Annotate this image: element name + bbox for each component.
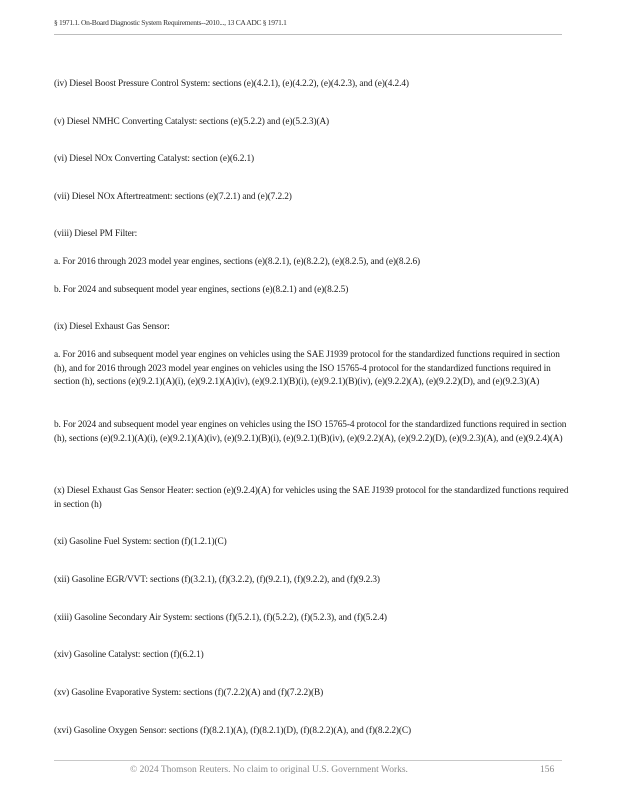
paragraph-ix-exhaust-gas-sensor: (ix) Diesel Exhaust Gas Sensor: [54,322,170,332]
paragraph-viii-b: b. For 2024 and subsequent model year engines, sections (e)(8.2.1) and (e)(8.2.5) [54,285,349,295]
paragraph-xiii-secondary-air: (xiii) Gasoline Secondary Air System: sections (f)(5.2.1), (f)(5.2.2), (f)(5.2.3), and (f)(5.2.4) [54,613,387,623]
paragraph-v-nmhc-catalyst: (v) Diesel NMHC Converting Catalyst: sections (e)(5.2.2) and (e)(5.2.3)(A) [54,117,330,127]
footer-divider [54,760,562,761]
paragraph-xiv-catalyst: (xiv) Gasoline Catalyst: section (f)(6.2.1) [54,650,204,660]
paragraph-xvi-oxygen-sensor: (xvi) Gasoline Oxygen Sensor: sections (f)(8.2.1)(A), (f)(8.2.1)(D), (f)(8.2.2)(A), and (f)(8.2.2)(C) [54,726,412,736]
paragraph-iv-boost-pressure: (iv) Diesel Boost Pressure Control System: sections (e)(4.2.1), (e)(4.2.2), (e)(4.2.3), and (e)(4.2.4) [54,79,409,89]
footer-copyright: © 2024 Thomson Reuters. No claim to original U.S. Government Works. [130,765,408,775]
paragraph-viii-pm-filter: (viii) Diesel PM Filter: [54,229,138,239]
paragraph-ix-b: b. For 2024 and subsequent model year engines on vehicles using the ISO 15765-4 protocol for the standardized functions required in section (h), sections (e)(9.2.1)(A)(i), (e)(9.2.1)(A)(iv), (e)(9.2.1)(B)(i), (e)(9.2.1)(B)(iv), (e)(9.2.2)(A), (e)(9.2.2)(D), (e)(9.2.3)(A), and (e)(9.2.4)(A) [54,420,567,444]
paragraph-xii-egr-vvt: (xii) Gasoline EGR/VVT: sections (f)(3.2.1), (f)(3.2.2), (f)(9.2.1), (f)(9.2.2), and (f)(9.2.3) [54,575,380,585]
page-number: 156 [540,765,555,775]
paragraph-viii-a: a. For 2016 through 2023 model year engines, sections (e)(8.2.1), (e)(8.2.2), (e)(8.2.5), and (e)(8.2.6) [54,257,421,267]
paragraph-vi-nox-catalyst: (vi) Diesel NOx Converting Catalyst: section (e)(6.2.1) [54,154,255,164]
paragraph-xv-evaporative: (xv) Gasoline Evaporative System: sections (f)(7.2.2)(A) and (f)(7.2.2)(B) [54,688,324,698]
paragraph-xi-fuel-system: (xi) Gasoline Fuel System: section (f)(1.2.1)(C) [54,537,227,547]
page-header-citation: § 1971.1. On-Board Diagnostic System Requirements--2010..., 13 CA ADC § 1971.1 [54,18,562,35]
paragraph-x-sensor-heater: (x) Diesel Exhaust Gas Sensor Heater: section (e)(9.2.4)(A) for vehicles using the SAE J1939 protocol for the standardized functions required in section (h) [54,486,569,510]
paragraph-vii-nox-aftertreatment: (vii) Diesel NOx Aftertreatment: sections (e)(7.2.1) and (e)(7.2.2) [54,192,292,202]
paragraph-ix-a: a. For 2016 and subsequent model year engines on vehicles using the SAE J1939 protocol for the standardized functions required in section (h), and for 2016 through 2023 model year engines on vehicles using the ISO 15765-4 protocol for the standardized functions required in section (h), sections (e)(9.2.1)(A)(i), (e)(9.2.1)(A)(iv), (e)(9.2.1)(B)(i), (e)(9.2.1)(B)(iv), (e)(9.2.2)(A), (e)(9.2.2)(D), and (e)(9.2.3)(A) [54,350,560,387]
